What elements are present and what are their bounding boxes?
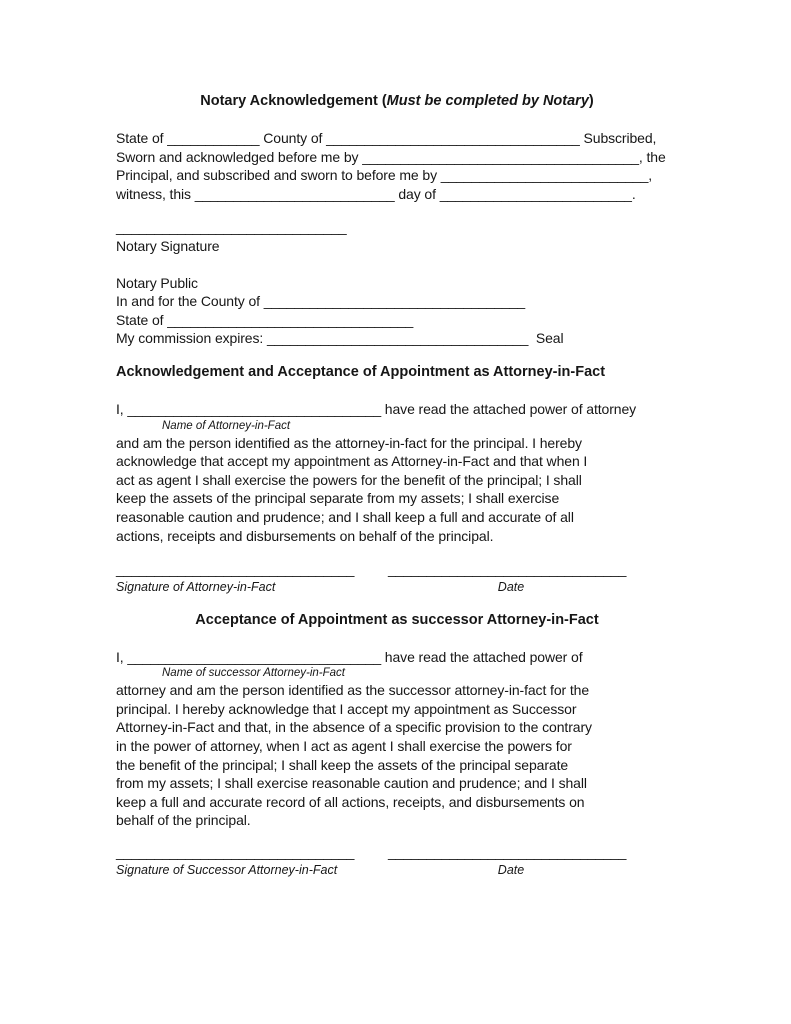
paragraph-line: in the power of attorney, when I act as agent I shall exercise the powers for [116,738,572,755]
successor-section-heading: Acceptance of Appointment as successor Attorney-in-Fact [195,611,599,628]
paragraph-line: and am the person identified as the attorney-in-fact for the principal. I hereby [116,434,582,451]
paragraph-line: Sworn and acknowledged before me by ____________________________________, the [116,148,666,165]
successor-date-blank: _______________________________ [388,844,627,861]
paragraph-line: witness, this __________________________ day of _________________________. [116,185,636,202]
paragraph-line: State of ____________ County of _________________________________ Subscribed, [116,130,657,146]
document-title-prefix: Notary Acknowledgement ( [200,93,387,109]
paragraph-line: behalf of the principal. [116,812,251,829]
paragraph-line: My commission expires: __________________________________ Seal [116,330,564,347]
successor-name-label: Name of successor Attorney-in-Fact [162,667,345,680]
successor-signature-label: Signature of Successor Attorney-in-Fact [116,862,338,877]
attorney-signature-labels [116,579,678,596]
paragraph-line: acknowledge that accept my appointment as Attorney-in-Fact and that when I [116,453,588,470]
attorney-signature-blank: _______________________________ [116,561,355,578]
attorney-intro-line: I, _________________________________ have read the attached power of attorney [116,400,637,417]
successor-body-paragraph [116,681,678,830]
paragraph-line: the benefit of the principal; I shall keep the assets of the principal separate [116,756,569,773]
notary-details [116,274,678,348]
paragraph-line: reasonable caution and prudence; and I shall keep a full and accurate of all [116,508,574,525]
attorney-signature-row [116,560,678,579]
attorney-date-blank: _______________________________ [388,561,627,578]
attorney-signature-label: Signature of Attorney-in-Fact [116,579,276,594]
attorney-body-paragraph [116,434,678,546]
successor-intro-line: I, _________________________________ have read the attached power of [116,648,583,665]
successor-signature-blank: _______________________________ [116,844,355,861]
document-title-suffix: ) [588,93,594,109]
paragraph-line: Notary Public [116,274,198,291]
paragraph-line: keep a full and accurate record of all actions, receipts, and disbursements on [116,793,585,810]
document-title-italic: Must be completed by Notary [386,93,589,109]
attorney-name-label: Name of Attorney-in-Fact [162,419,291,432]
document-content [116,92,678,879]
notary-signature-blank: ______________________________ [116,219,347,236]
paragraph-line: Attorney-in-Fact and that, in the absence of a specific provision to the contrary [116,719,592,736]
paragraph-line: In and for the County of __________________________________ [116,293,526,310]
paragraph-line: actions, receipts and disbursements on behalf of the principal. [116,527,494,544]
successor-signature-labels [116,862,678,879]
paragraph-line: principal. I hereby acknowledge that I accept my appointment as Successor [116,700,577,717]
notary-paragraph [116,129,678,203]
document-title [96,92,698,111]
notary-signature-label: Notary Signature [116,237,220,254]
paragraph-line: Principal, and subscribed and sworn to before me by ___________________________, [116,167,653,184]
successor-signature-row [116,843,678,862]
successor-date-label: Date [497,862,525,877]
attorney-section-heading: Acknowledgement and Acceptance of Appointment as Attorney-in-Fact [116,363,606,380]
paragraph-line: State of ________________________________ [116,311,414,328]
paragraph-line: attorney and am the person identified as the successor attorney-in-fact for the [116,682,590,699]
attorney-date-label: Date [497,579,525,594]
paragraph-line: keep the assets of the principal separate from my assets; I shall exercise [116,490,560,507]
paragraph-line: from my assets; I shall exercise reasonable caution and prudence; and I shall [116,775,587,792]
paragraph-line: act as agent I shall exercise the powers for the benefit of the principal; I shall [116,471,582,488]
